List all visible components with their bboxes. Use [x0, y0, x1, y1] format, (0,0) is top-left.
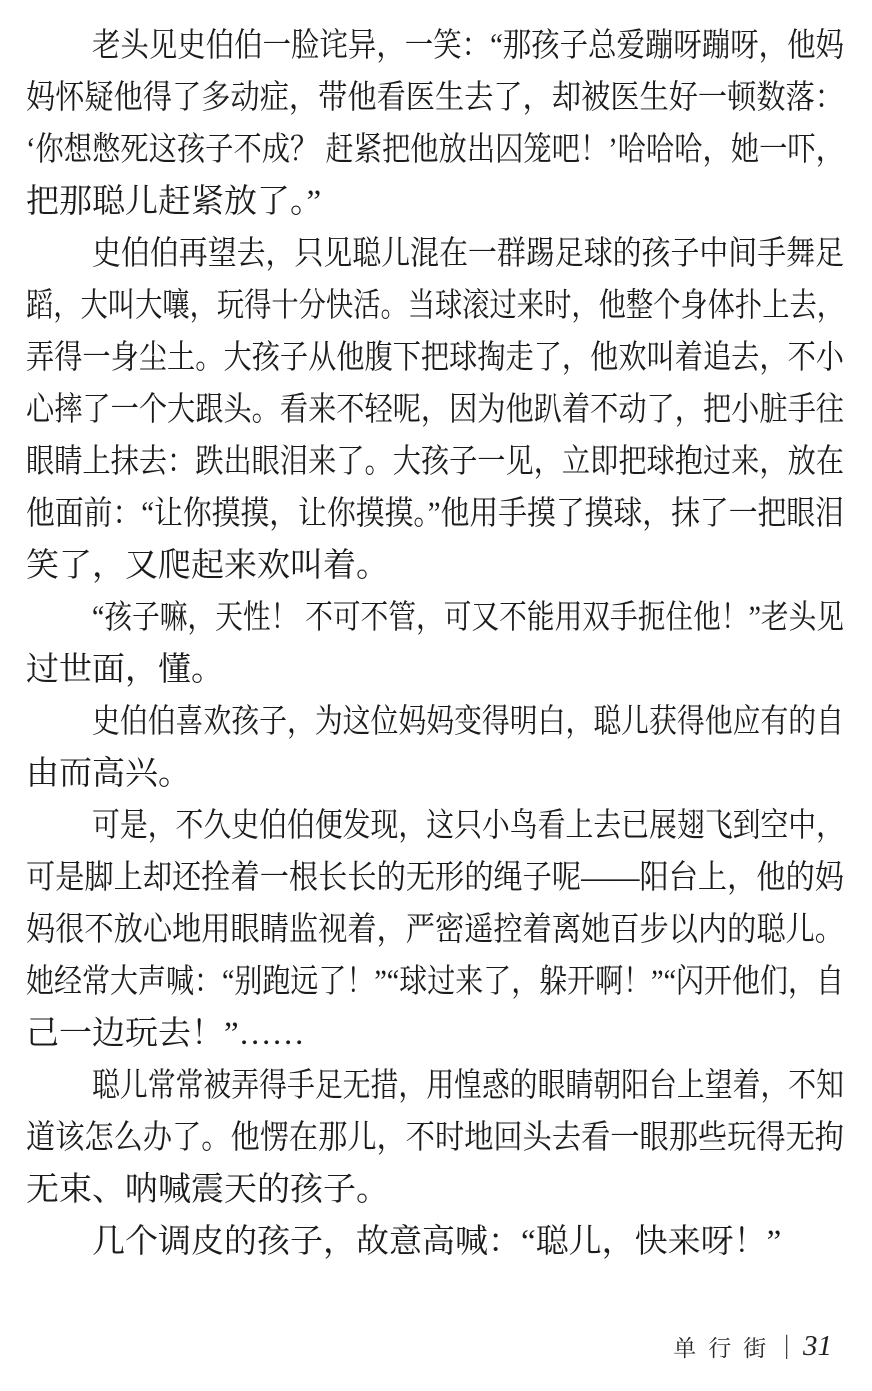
text-line: 过世面，懂。 — [26, 652, 224, 688]
page-footer — [673, 1330, 832, 1363]
text-line: 她经常大声喊：“别跑远了！”“球过来了，躲开啊！”“闪开他们，自 — [26, 964, 844, 1000]
footer-divider: | — [784, 1331, 789, 1361]
page-number: 31 — [803, 1330, 832, 1362]
text-line: 己一边玩去！”…… — [26, 1016, 305, 1052]
text-line: 由而高兴。 — [26, 756, 191, 792]
text-line: 可是，不久史伯伯便发现，这只小鸟看上去已展翅飞到空中， — [92, 808, 844, 844]
text-line: 蹈，大叫大嚷，玩得十分快活。当球滚过来时，他整个身体扑上去， — [26, 288, 844, 324]
text-line: 他面前：“让你摸摸，让你摸摸。”他用手摸了摸球，抹了一把眼泪 — [26, 496, 844, 532]
text-line: 几个调皮的孩子，故意高喊：“聪儿，快来呀！” — [92, 1224, 782, 1260]
page-body — [26, 20, 844, 1268]
text-line: 妈很不放心地用眼睛监视着，严密遥控着离她百步以内的聪儿。 — [26, 912, 844, 948]
text-line: 史伯伯再望去，只见聪儿混在一群踢足球的孩子中间手舞足 — [92, 236, 844, 272]
running-title: 单行街 — [673, 1336, 779, 1361]
text-line: 聪儿常常被弄得手足无措，用惶惑的眼睛朝阳台上望着，不知 — [92, 1068, 844, 1104]
text-line: 可是脚上却还拴着一根长长的无形的绳子呢——阳台上，他的妈 — [26, 860, 844, 896]
text-line: 道该怎么办了。他愣在那儿，不时地回头去看一眼那些玩得无拘 — [26, 1120, 844, 1156]
text-line: 史伯伯喜欢孩子，为这位妈妈变得明白，聪儿获得他应有的自 — [92, 704, 844, 740]
text-line: 心摔了一个大跟头。看来不轻呢，因为他趴着不动了，把小脏手往 — [26, 392, 844, 428]
text-line: 把那聪儿赶紧放了。” — [26, 184, 322, 220]
text-line: 无束、呐喊震天的孩子。 — [26, 1172, 389, 1208]
text-line: 老头见史伯伯一脸诧异，一笑：“那孩子总爱蹦呀蹦呀，他妈 — [92, 28, 844, 64]
text-line: 笑了，又爬起来欢叫着。 — [26, 548, 389, 584]
text-line: 妈怀疑他得了多动症，带他看医生去了，却被医生好一顿数落： — [26, 80, 844, 116]
text-line: ‘你想憋死这孩子不成？ 赶紧把他放出囚笼吧！’哈哈哈，她一吓， — [26, 132, 844, 168]
text-line: 眼睛上抹去：跌出眼泪来了。大孩子一见，立即把球抱过来，放在 — [26, 444, 844, 480]
text-line: “孩子嘛，天性！ 不可不管，可又不能用双手扼住他！”老头见 — [92, 600, 844, 636]
text-line: 弄得一身尘土。大孩子从他腹下把球掏走了，他欢叫着追去，不小 — [26, 340, 844, 376]
